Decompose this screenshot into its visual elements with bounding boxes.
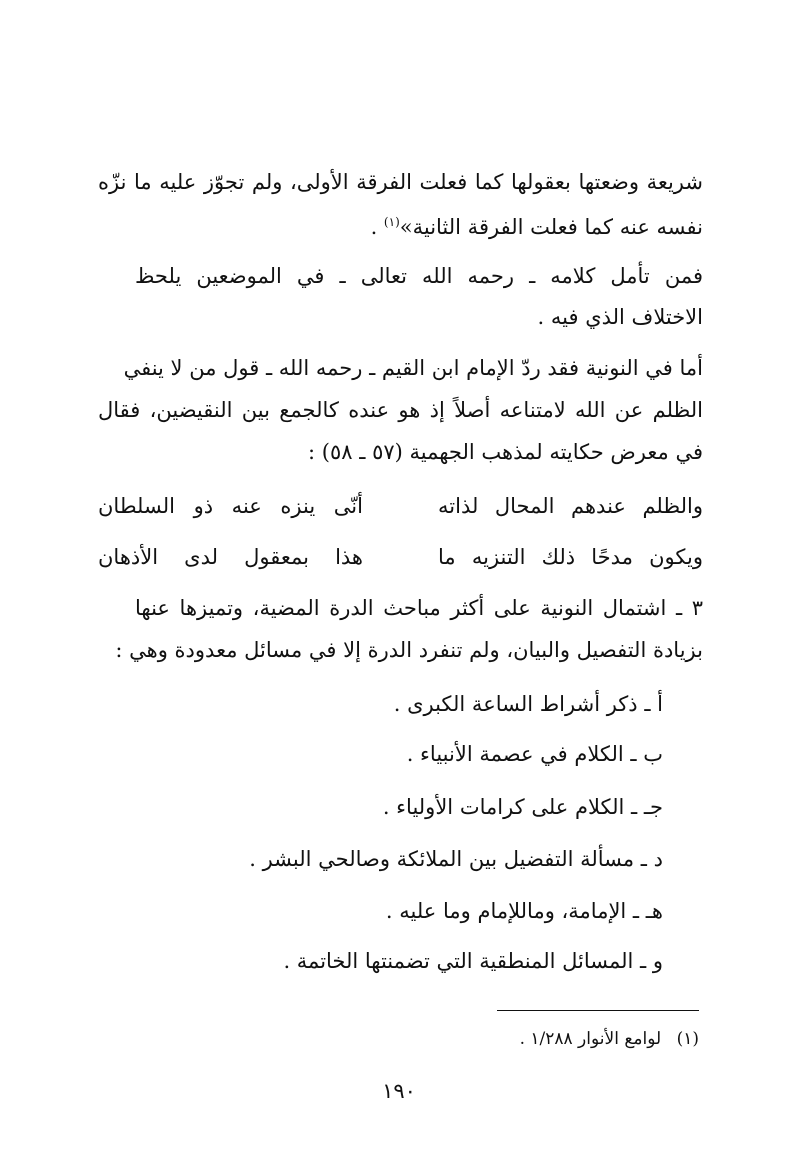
verse-line-1 [98, 490, 703, 522]
paragraph-1-line-2 [98, 211, 703, 243]
list-item: هـ ـ الإمامة، وماللإمام وما عليه . [385, 899, 663, 923]
paragraph-4-line-2: بزيادة التفصيل والبيان، ولم تنفرد الدرة إلا في مسائل معدودة وهي : [115, 638, 703, 662]
verse-2-first-half: ويكون مدحًا ذلك التنزيه ما [438, 545, 703, 569]
footnote-separator [497, 1010, 699, 1011]
verse-1-second-half: أنّى ينزه عنه ذو السلطان [98, 494, 363, 518]
footnote-marker: (١) [676, 1029, 699, 1049]
list-item: جـ ـ الكلام على كرامات الأولياء . [382, 795, 663, 819]
paragraph-1-line-2-text: نفسه عنه كما فعلت الفرقة الثانية» [399, 215, 703, 239]
paragraph-3-line-2: الظلم عن الله لامتناعه أصلاً إذ هو عنده كالجمع بين النقيضين، فقال [98, 398, 703, 422]
list-item: و ـ المسائل المنطقية التي تضمنتها الخاتمة . [283, 949, 663, 973]
paragraph-3-line-3: في معرض حكايته لمذهب الجهمية (٥٧ ـ ٥٨) : [308, 440, 703, 464]
paragraph-4-line-1: ٣ ـ اشتمال النونية على أكثر مباحث الدرة المضية، وتميزها عنها [135, 596, 703, 620]
verse-2-second-half: هذا بمعقول لدى الأذهان [98, 545, 363, 569]
footnote-reference: (١) [383, 215, 400, 229]
paragraph-2-line-2: الاختلاف الذي فيه . [537, 305, 703, 329]
paragraph-1-line-2-end: . [370, 215, 384, 239]
list-item: ب ـ الكلام في عصمة الأنبياء . [406, 742, 663, 766]
footnote-text: لوامع الأنوار ١/٢٨٨ . [519, 1029, 662, 1049]
footnote [520, 1026, 699, 1052]
list-item: د ـ مسألة التفضيل بين الملائكة وصالحي البشر . [249, 847, 663, 871]
paragraph-3-line-1: أما في النونية فقد ردّ الإمام ابن القيم ـ رحمه الله ـ قول من لا ينفي [123, 356, 703, 380]
verse-1-first-half: والظلم عندهم المحال لذاته [438, 494, 703, 518]
paragraph-2-line-1: فمن تأمل كلامه ـ رحمه الله تعالى ـ في الموضعين يلحظ [135, 264, 703, 288]
paragraph-1-line-1: شريعة وضعتها بعقولها كما فعلت الفرقة الأولى، ولم تجوّز عليه ما نزّه [98, 170, 703, 194]
list-item: أ ـ ذكر أشراط الساعة الكبرى . [393, 692, 663, 716]
verse-line-2 [98, 541, 703, 573]
page-number: ١٩٠ [382, 1079, 416, 1103]
